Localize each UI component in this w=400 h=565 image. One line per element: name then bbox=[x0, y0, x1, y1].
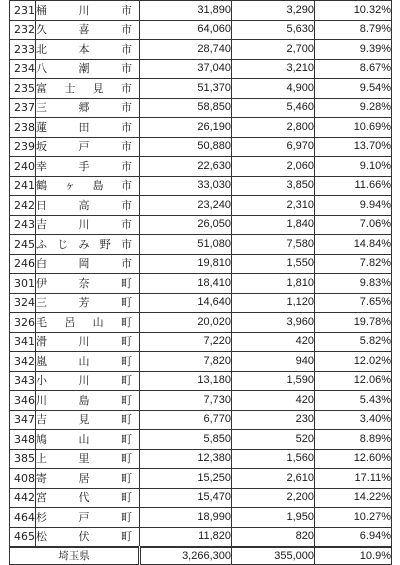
row-value-b: 2,700 bbox=[232, 40, 315, 60]
row-name: 蓮 田 市 bbox=[36, 118, 140, 138]
row-code: 246 bbox=[10, 254, 36, 274]
table-row bbox=[10, 352, 392, 372]
row-code: 234 bbox=[10, 59, 36, 79]
row-ratio: 17.11% bbox=[315, 469, 392, 489]
row-value-b: 1,590 bbox=[232, 371, 315, 391]
row-code: 235 bbox=[10, 79, 36, 99]
table-row bbox=[10, 79, 392, 99]
table-row bbox=[10, 98, 392, 118]
row-value-b: 940 bbox=[232, 352, 315, 372]
row-value-b: 420 bbox=[232, 332, 315, 352]
table-row bbox=[10, 371, 392, 391]
row-value-a: 23,240 bbox=[140, 196, 232, 216]
row-name: 三 郷 市 bbox=[36, 98, 140, 118]
row-name: 八 潮 市 bbox=[36, 59, 140, 79]
row-code: 231 bbox=[10, 1, 36, 21]
row-value-b: 5,630 bbox=[232, 20, 315, 40]
row-name: 吉 川 市 bbox=[36, 215, 140, 235]
row-value-b: 3,850 bbox=[232, 176, 315, 196]
row-ratio: 12.02% bbox=[315, 352, 392, 372]
row-value-b: 2,610 bbox=[232, 469, 315, 489]
row-code: 343 bbox=[10, 371, 36, 391]
row-ratio: 9.54% bbox=[315, 79, 392, 99]
row-name: 坂 戸 市 bbox=[36, 137, 140, 157]
row-ratio: 8.67% bbox=[315, 59, 392, 79]
row-value-a: 22,630 bbox=[140, 157, 232, 177]
table-row bbox=[10, 157, 392, 177]
row-name: 白 岡 市 bbox=[36, 254, 140, 274]
row-ratio: 5.43% bbox=[315, 391, 392, 411]
row-value-b: 2,200 bbox=[232, 488, 315, 508]
table-row bbox=[10, 176, 392, 196]
table-row bbox=[10, 1, 392, 21]
row-name: 川 島 町 bbox=[36, 391, 140, 411]
row-name: 宮 代 町 bbox=[36, 488, 140, 508]
table-row bbox=[10, 293, 392, 313]
row-value-a: 13,180 bbox=[140, 371, 232, 391]
row-value-b: 3,290 bbox=[232, 1, 315, 21]
row-name: 伊 奈 町 bbox=[36, 274, 140, 294]
row-value-a: 19,810 bbox=[140, 254, 232, 274]
row-value-a: 12,380 bbox=[140, 449, 232, 469]
row-value-b: 520 bbox=[232, 430, 315, 450]
row-code: 347 bbox=[10, 410, 36, 430]
row-name: ふじみ野市 bbox=[36, 235, 140, 255]
row-value-a: 33,030 bbox=[140, 176, 232, 196]
row-code: 242 bbox=[10, 196, 36, 216]
table-row bbox=[10, 449, 392, 469]
row-name: 日 高 市 bbox=[36, 196, 140, 216]
row-name: 桶 川 市 bbox=[36, 1, 140, 21]
row-ratio: 10.69% bbox=[315, 118, 392, 138]
table-row bbox=[10, 332, 392, 352]
row-value-a: 15,250 bbox=[140, 469, 232, 489]
row-value-a: 11,820 bbox=[140, 527, 232, 547]
row-value-b: 7,580 bbox=[232, 235, 315, 255]
row-value-b: 2,060 bbox=[232, 157, 315, 177]
table-row bbox=[10, 313, 392, 333]
row-value-a: 58,850 bbox=[140, 98, 232, 118]
document-page bbox=[9, 0, 391, 565]
row-value-b: 3,210 bbox=[232, 59, 315, 79]
row-code: 237 bbox=[10, 98, 36, 118]
row-code: 341 bbox=[10, 332, 36, 352]
row-value-a: 18,410 bbox=[140, 274, 232, 294]
row-code: 465 bbox=[10, 527, 36, 547]
table-row bbox=[10, 391, 392, 411]
row-name: 嵐 山 町 bbox=[36, 352, 140, 372]
row-value-a: 31,890 bbox=[140, 1, 232, 21]
row-value-b: 5,460 bbox=[232, 98, 315, 118]
row-name: 三 芳 町 bbox=[36, 293, 140, 313]
row-value-b: 1,560 bbox=[232, 449, 315, 469]
row-ratio: 9.83% bbox=[315, 274, 392, 294]
row-ratio: 7.65% bbox=[315, 293, 392, 313]
row-value-a: 37,040 bbox=[140, 59, 232, 79]
row-name: 北 本 市 bbox=[36, 40, 140, 60]
row-name: 吉 見 町 bbox=[36, 410, 140, 430]
row-value-b: 2,310 bbox=[232, 196, 315, 216]
row-code: 385 bbox=[10, 449, 36, 469]
table-row bbox=[10, 59, 392, 79]
row-name: 滑 川 町 bbox=[36, 332, 140, 352]
table-row bbox=[10, 196, 392, 216]
row-name: 杉 戸 町 bbox=[36, 508, 140, 528]
row-ratio: 6.94% bbox=[315, 527, 392, 547]
row-value-b: 2,800 bbox=[232, 118, 315, 138]
row-ratio: 8.89% bbox=[315, 430, 392, 450]
row-value-a: 64,060 bbox=[140, 20, 232, 40]
total-value-b: 355,000 bbox=[232, 547, 315, 565]
row-value-b: 1,810 bbox=[232, 274, 315, 294]
row-ratio: 9.39% bbox=[315, 40, 392, 60]
row-code: 239 bbox=[10, 137, 36, 157]
row-value-b: 1,550 bbox=[232, 254, 315, 274]
row-ratio: 3.40% bbox=[315, 410, 392, 430]
row-ratio: 19.78% bbox=[315, 313, 392, 333]
row-value-a: 18,990 bbox=[140, 508, 232, 528]
row-name: 松 伏 町 bbox=[36, 527, 140, 547]
row-code: 241 bbox=[10, 176, 36, 196]
row-code: 238 bbox=[10, 118, 36, 138]
municipality-table bbox=[9, 0, 392, 565]
row-code: 243 bbox=[10, 215, 36, 235]
row-name: 久 喜 市 bbox=[36, 20, 140, 40]
row-value-a: 28,740 bbox=[140, 40, 232, 60]
table-body bbox=[10, 1, 392, 565]
total-label: 埼玉県 bbox=[10, 547, 140, 565]
table-row bbox=[10, 469, 392, 489]
row-value-b: 1,120 bbox=[232, 293, 315, 313]
row-ratio: 9.10% bbox=[315, 157, 392, 177]
table-row bbox=[10, 235, 392, 255]
row-name: 上 里 町 bbox=[36, 449, 140, 469]
row-ratio: 12.06% bbox=[315, 371, 392, 391]
row-value-a: 51,370 bbox=[140, 79, 232, 99]
row-ratio: 14.84% bbox=[315, 235, 392, 255]
table-row bbox=[10, 430, 392, 450]
row-name: 鳩 山 町 bbox=[36, 430, 140, 450]
row-ratio: 7.82% bbox=[315, 254, 392, 274]
row-ratio: 9.94% bbox=[315, 196, 392, 216]
row-value-b: 820 bbox=[232, 527, 315, 547]
row-value-a: 6,770 bbox=[140, 410, 232, 430]
table-row bbox=[10, 215, 392, 235]
row-code: 240 bbox=[10, 157, 36, 177]
row-name: 幸 手 市 bbox=[36, 157, 140, 177]
row-ratio: 10.27% bbox=[315, 508, 392, 528]
row-ratio: 9.28% bbox=[315, 98, 392, 118]
row-value-a: 26,050 bbox=[140, 215, 232, 235]
row-code: 408 bbox=[10, 469, 36, 489]
row-ratio: 7.06% bbox=[315, 215, 392, 235]
row-name: 小 川 町 bbox=[36, 371, 140, 391]
row-value-a: 14,640 bbox=[140, 293, 232, 313]
row-value-b: 3,960 bbox=[232, 313, 315, 333]
row-ratio: 14.22% bbox=[315, 488, 392, 508]
row-code: 346 bbox=[10, 391, 36, 411]
row-value-b: 1,840 bbox=[232, 215, 315, 235]
table-row bbox=[10, 508, 392, 528]
table-row bbox=[10, 488, 392, 508]
row-code: 301 bbox=[10, 274, 36, 294]
table-row bbox=[10, 40, 392, 60]
row-value-a: 7,730 bbox=[140, 391, 232, 411]
row-code: 342 bbox=[10, 352, 36, 372]
row-code: 348 bbox=[10, 430, 36, 450]
row-value-a: 5,850 bbox=[140, 430, 232, 450]
row-ratio: 12.60% bbox=[315, 449, 392, 469]
total-ratio: 10.9% bbox=[315, 547, 392, 565]
table-row bbox=[10, 20, 392, 40]
row-ratio: 13.70% bbox=[315, 137, 392, 157]
row-name: 毛 呂 山 町 bbox=[36, 313, 140, 333]
row-name: 富 士 見 市 bbox=[36, 79, 140, 99]
table-row bbox=[10, 137, 392, 157]
row-code: 464 bbox=[10, 508, 36, 528]
row-ratio: 5.82% bbox=[315, 332, 392, 352]
row-name: 鶴 ヶ 島 市 bbox=[36, 176, 140, 196]
row-value-b: 420 bbox=[232, 391, 315, 411]
row-code: 324 bbox=[10, 293, 36, 313]
table-row bbox=[10, 254, 392, 274]
row-value-b: 230 bbox=[232, 410, 315, 430]
row-value-a: 15,470 bbox=[140, 488, 232, 508]
row-value-b: 4,900 bbox=[232, 79, 315, 99]
row-code: 233 bbox=[10, 40, 36, 60]
row-value-a: 20,020 bbox=[140, 313, 232, 333]
row-value-b: 1,950 bbox=[232, 508, 315, 528]
row-value-a: 26,190 bbox=[140, 118, 232, 138]
table-row bbox=[10, 118, 392, 138]
row-ratio: 11.66% bbox=[315, 176, 392, 196]
row-code: 245 bbox=[10, 235, 36, 255]
row-value-a: 51,080 bbox=[140, 235, 232, 255]
row-code: 326 bbox=[10, 313, 36, 333]
table-row bbox=[10, 410, 392, 430]
total-value-a: 3,266,300 bbox=[140, 547, 232, 565]
total-row bbox=[10, 547, 392, 565]
row-code: 232 bbox=[10, 20, 36, 40]
table-row bbox=[10, 274, 392, 294]
row-value-a: 7,220 bbox=[140, 332, 232, 352]
row-name: 寄 居 町 bbox=[36, 469, 140, 489]
row-code: 442 bbox=[10, 488, 36, 508]
row-value-a: 50,880 bbox=[140, 137, 232, 157]
row-ratio: 10.32% bbox=[315, 1, 392, 21]
table-row bbox=[10, 527, 392, 547]
row-value-a: 7,820 bbox=[140, 352, 232, 372]
row-value-b: 6,970 bbox=[232, 137, 315, 157]
row-ratio: 8.79% bbox=[315, 20, 392, 40]
